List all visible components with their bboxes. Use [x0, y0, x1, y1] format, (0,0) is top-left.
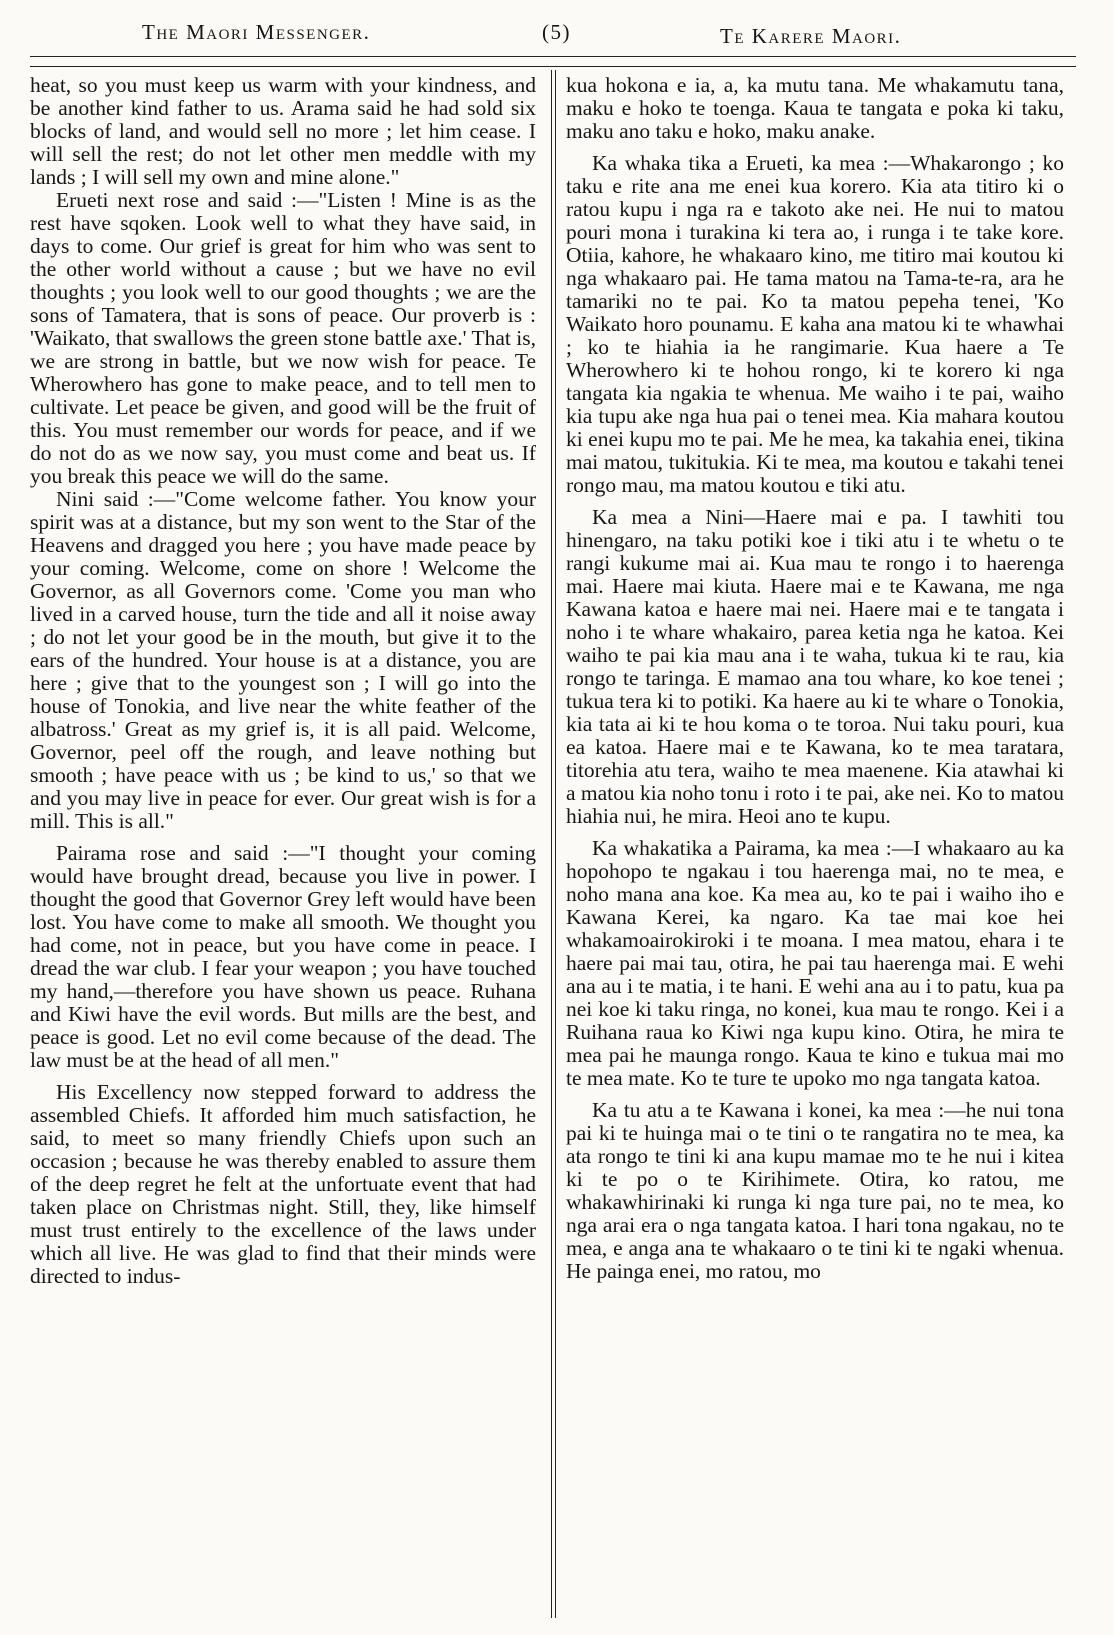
column-divider	[551, 70, 556, 1618]
paragraph: Erueti next rose and said :—"Listen ! Mine is as the rest have sqoken. Look well to what they have said, in days to come. Our grief is great for him who was sent to the other world without a cause ; but we have no evil thoughts ; you look well to our good thoughts ; we are the sons of Tamatera, that is sons of peace. Our proverb is : 'Waikato, that swallows the green stone battle axe.' That is, we are strong in battle, but we now wish for peace. Te Wherowhero has gone to make peace, and to tell men to cultivate. Let peace be given, and good will be the fruit of this. You must remember our words for peace, and if we do not do as we now say, you must come and beat us. If you break this peace we will do the same.	[30, 188, 536, 488]
header-rule-top	[30, 56, 1076, 57]
page-number: (5)	[542, 20, 571, 44]
paragraph: heat, so you must keep us warm with your kindness, and be another kind father to us. Arama said he had sold six blocks of land, and would sell no more ; let him cease. I will sell the rest; do not let other men meddle with my lands ; I will sell my own and mine alone."	[30, 74, 536, 189]
paragraph: Ka whaka tika a Erueti, ka mea :—Whakarongo ; ko taku e rite ana me enei kua korero. Kia ata titiro ki o ratou kupu i nga ra e takoto ake nei. He nui to matou pouri mona i turakina ki tera ao, i runga i te take kore. Otiia, kahore, he whakaaro kino, me titiro mai koutou ki nga whakaaro pai. He tama matou na Tama-te-ra, ara he tamariki no te pai. Ko ta matou pepeha tenei, 'Ko Waikato horo pounamu. E kaha ana matou ki te whawhai ; ko te hiahia ia he rangimarie. Kua haere a Te Wherowhero ki te hohou rongo, ki te korero ki nga tangata kia ngakia te whenua. Me waiho i te pai, waiho kia tupu ake nga hua pai o tenei mea. Kia mahara koutou ki enei kupu mo te pai. Me he mea, ka takahia enei, tikina mai matou, tukitukia. Ki te mea, ma koutou e takahi tenei rongo mau, ma matou koutou e tiki atu.	[566, 151, 1064, 497]
paragraph: kua hokona e ia, a, ka mutu tana. Me whakamutu tana, maku e hoko te toenga. Kaua te tangata e poka ki taku, maku ano taku e hoko, maku anake.	[566, 74, 1064, 143]
paragraph: Pairama rose and said :—"I thought your coming would have brought dread, because you live in power. I thought the good that Governor Grey left would have been lost. You have come to make all smooth. We thought you had come, not in peace, but you have come in peace. I dread the war club. I fear your weapon ; you have touched my hand,—therefore you have shown us peace. Ruhana and Kiwi have the evil words. But mills are the best, and peace is good. Let no evil come because of the dead. The law must be at the head of all men."	[30, 841, 536, 1072]
paragraph: Ka mea a Nini—Haere mai e pa. I tawhiti tou hinengaro, na taku potiki koe i tiki atu i te whetu o te rangi kukume mai ai. Kua mau te rongo i to haerenga mai. Haere mai kiuta. Haere mai e te Kawana, me nga Kawana katoa e haere mai nei. Haere mai e te tangata i noho i te whare whakairo, parea ketia nga he katoa. Kei waiho te pai kia mau ana i te waha, tukua ki te rau, kia rongo te taringa. E mamao ana tou whare, ko koe tenei ; tukua tera ki to potiki. Ka haere au ki te whare o Tonokia, kia tata ai ki te hou koma o te toroa. Nui taku pouri, kua ea katoa. Haere mai e te Kawana, ko te mea taratara, titorehia atu tera, waiho te mea maenene. Kia atawhai ki a matou kia noho tonu i roto i te pai, ake nei. Ko to matou hiahia nui, he mira. Heoi ano te kupu.	[566, 505, 1064, 828]
header-rule-bottom	[30, 66, 1076, 67]
maori-column	[566, 74, 1064, 1619]
english-column	[30, 74, 536, 1619]
paragraph: Nini said :—"Come welcome father. You know your spirit was at a distance, but my son went to the Star of the Heavens and dragged you here ; you have made peace by your coming. Welcome, come on shore ! Welcome the Governor, as all Governors come. 'Come you man who lived in a carved house, turn the tide and all it noise away ; do not let your good be in the mouth, but give it to the ears of the hundred. Your house is at a distance, you are here ; give that to the youngest son ; I will go into the house of Tonokia, and live near the white feather of the albatross.' Great as my grief is, it is all paid. Welcome, Governor, peel off the rough, and leave nothing but smooth ; have peace with us ; be kind to us,' so that we and you may live in peace for ever. Our great wish is for a mill. This is all."	[30, 487, 536, 833]
english-masthead-title: The Maori Messenger.	[142, 20, 371, 44]
maori-masthead-title: Te Karere Maori.	[720, 24, 902, 48]
paragraph: Ka tu atu a te Kawana i konei, ka mea :—he nui tona pai ki te huinga mai o te tini o te rangatira no te mea, ka ata rongo te tini ki ana kupu mamae mo te he nui i kitea ki te po o te Kirihimete. Otira, ko ratou, me whakawhirinaki ki runga ki nga ture pai, no te mea, ko nga arai era o nga tangata katoa. I hari tona ngakau, no te mea, e anga ana te whakaaro o te tini ki te ngaki whenua. He painga enei, mo ratou, mo	[566, 1098, 1064, 1283]
page-header	[30, 14, 1070, 54]
paragraph: His Excellency now stepped forward to address the assembled Chiefs. It afforded him much satisfaction, he said, to meet so many friendly Chiefs upon such an occasion ; because he was thereby enabled to assure them of the deep regret he felt at the unfortuate event that had taken place on Christmas night. Still, they, like himself must trust entirely to the excellence of the laws under which all live. He was glad to find that their minds were directed to indus-	[30, 1080, 536, 1288]
paragraph: Ka whakatika a Pairama, ka mea :—I whakaaro au ka hopohopo te ngakau i tou haerenga mai, no te mea, e noho mana ana koe. Ka mea au, ko te pai i waiho iho e Kawana Kerei, ka ngaro. Ka tae mai koe hei whakamoairokiroki i te moana. I mea matou, ehara i te haere pai mai tau, otira, he pai tau haerenga mai. E wehi ana au i te matia, i te hani. E wehi ana au i to patu, kua pa nei koe ki taku ringa, no konei, kua mau te rongo. Kei i a Ruihana raua ko Kiwi nga kupu kino. Otira, he mira te mea pai he maunga rongo. Kaua te kino e tukua mai mo te mea mate. Ko te ture te upoko mo nga tangata katoa.	[566, 836, 1064, 1090]
